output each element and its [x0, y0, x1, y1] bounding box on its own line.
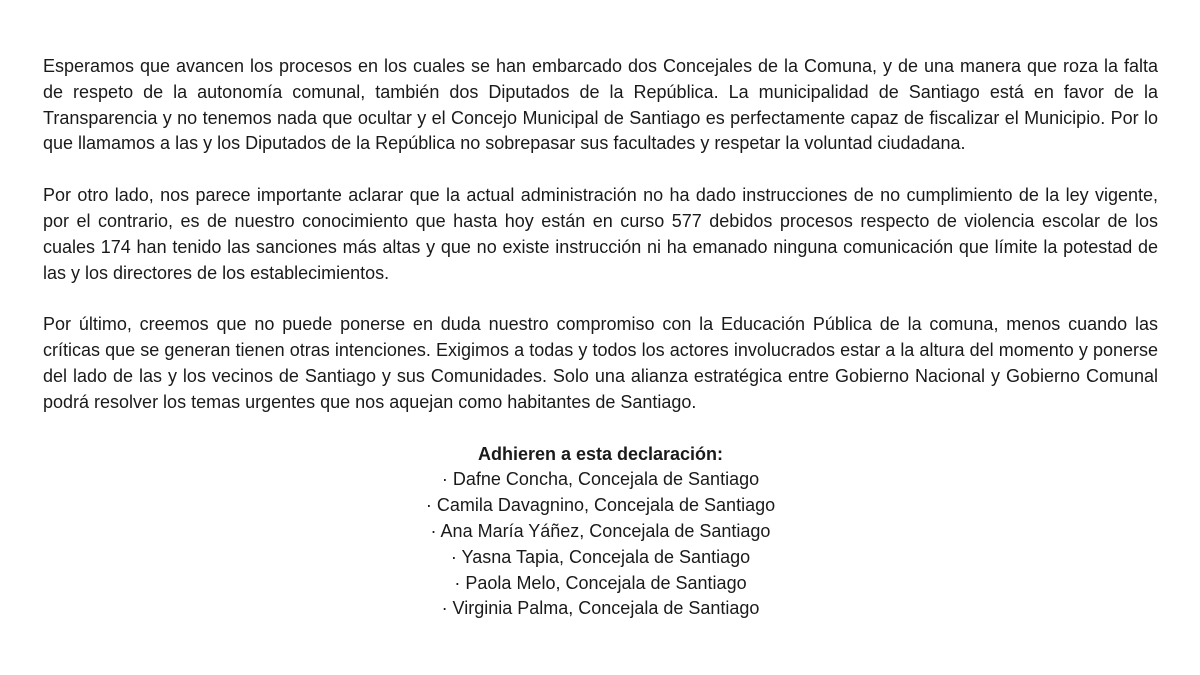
paragraph-transparency: Esperamos que avancen los procesos en los cuales se han embarcado dos Concejales de la Comuna, y de una manera que roza la falta de respeto de la autonomía comunal, también dos Diputados de la República. La municipalidad de Santiago está en favor de la Transparencia y no tenemos nada que ocultar y el Concejo Municipal de Santiago es perfectamente capaz de fiscalizar el Municipio. Por lo que llamamos a las y los Diputados de la República no sobrepasar sus facultades y respetar la voluntad ciudadana. [43, 56, 1158, 154]
signers-block [43, 442, 1158, 623]
paragraph-commitment: Por último, creemos que no puede ponerse en duda nuestro compromiso con la Educación Pública de la comuna, menos cuando las críticas que se generan tienen otras intenciones. Exigimos a todas y todos los actores involucrados estar a la altura del momento y ponerse del lado de las y los vecinos de Santiago y sus Comunidades. Solo una alianza estratégica entre Gobierno Nacional y Gobierno Comunal podrá resolver los temas urgentes que nos aquejan como habitantes de Santiago. [43, 314, 1158, 412]
signer-item: · Virginia Palma, Concejala de Santiago [441, 598, 760, 619]
signer-item: · Camila Davagnino, Concejala de Santiago [425, 495, 776, 516]
signers-title: Adhieren a esta declaración: [477, 443, 724, 464]
paragraph-administration: Por otro lado, nos parece importante aclarar que la actual administración no ha dado instrucciones de no cumplimiento de la ley vigente, por el contrario, es de nuestro conocimiento que hasta hoy están en curso 577 debidos procesos respecto de violencia escolar de los cuales 174 han tenido las sanciones más altas y que no existe instrucción ni ha emanado ninguna comunicación que límite la potestad de las y los directores de los establecimientos. [43, 185, 1158, 283]
signer-item: · Ana María Yáñez, Concejala de Santiago [430, 520, 771, 541]
signer-item: · Dafne Concha, Concejala de Santiago [441, 469, 760, 490]
signer-item: · Yasna Tapia, Concejala de Santiago [450, 546, 751, 567]
signer-item: · Paola Melo, Concejala de Santiago [454, 572, 747, 593]
